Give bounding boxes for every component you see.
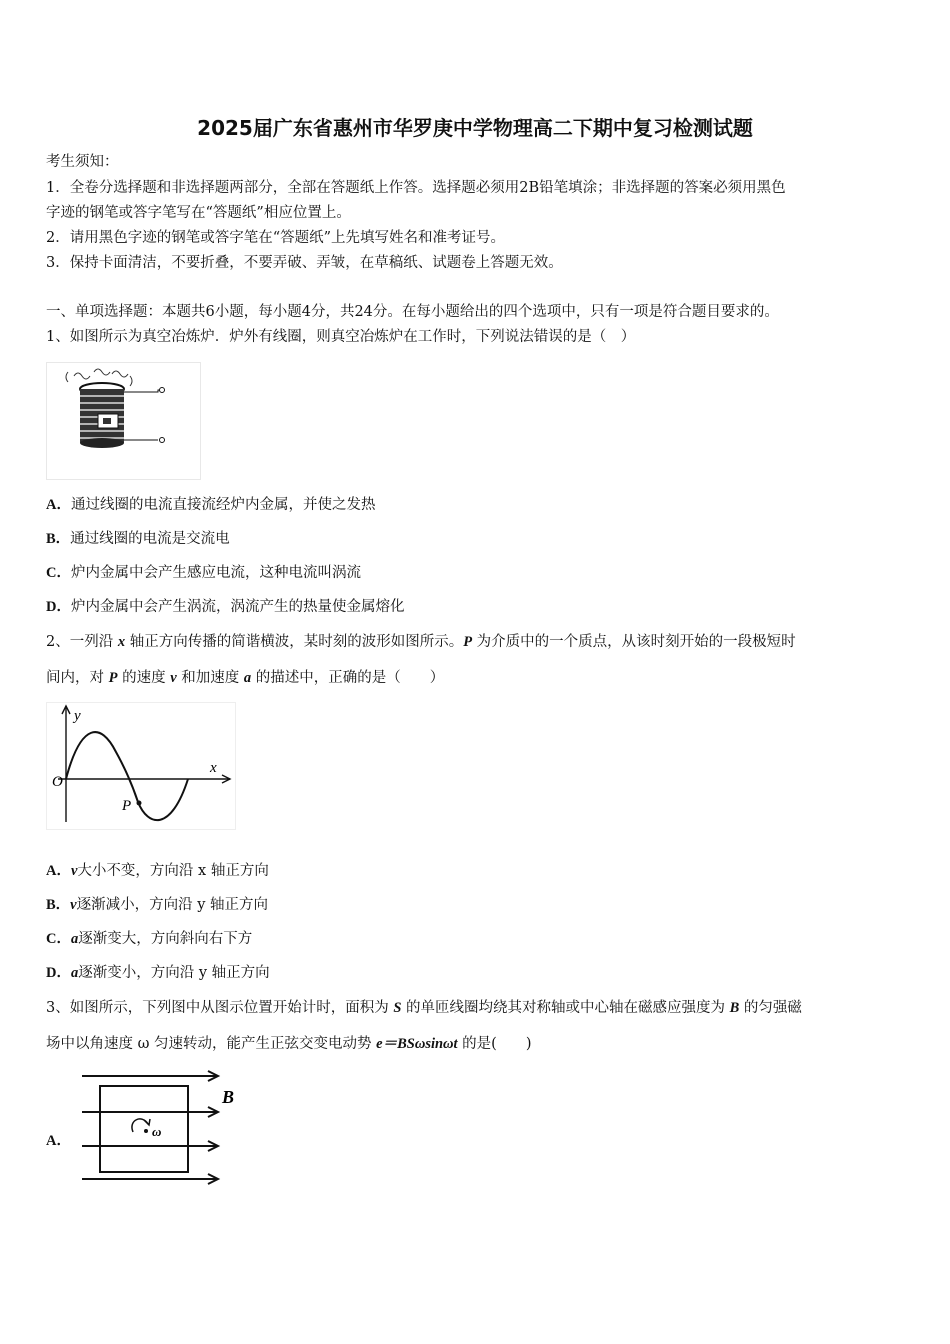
q1-option-c[interactable]	[46, 563, 916, 583]
rotating-coil-figure	[76, 1068, 246, 1194]
notice-item: 3．保持卡面清洁，不要折叠，不要弄破、弄皱，在草稿纸、试题卷上答题无效。	[46, 255, 563, 271]
option-label: C．	[46, 565, 71, 581]
q2-option-a[interactable]: A．v大小不变，方向沿 x 轴正方向	[46, 863, 269, 879]
option-label: A．	[46, 497, 71, 513]
option-text: 通过线圈的电流直接流经炉内金属，并使之发热	[70, 497, 376, 513]
notice-item: 2．请用黑色字迹的钢笔或答字笔在“答题纸”上先填写姓名和准考证号。	[46, 230, 506, 246]
q1-option-d[interactable]	[46, 597, 916, 617]
q1-option-b[interactable]	[46, 529, 916, 549]
wave-figure	[46, 702, 236, 830]
option-label: B．	[46, 531, 71, 547]
omega-label: ω	[152, 1124, 162, 1139]
q3-option-a[interactable]: A．	[46, 1133, 71, 1149]
section-heading: 一、单项选择题：本题共6小题，每小题4分，共24分。在每小题给出的四个选项中，只有一项是符合题目要求的。	[46, 304, 779, 320]
vacuum-furnace-figure	[46, 362, 201, 480]
question-3-stem-line-2: 场中以角速度 ω 匀速转动，能产生正弦交变电动势 e＝BSωsinωt 的是( )	[46, 1036, 532, 1052]
notice-item: 字迹的钢笔或答字笔写在“答题纸”相应位置上。	[46, 205, 351, 221]
question-3-stem-line-1: 3、如图所示，下列图中从图示位置开始计时，面积为 S 的单匝线圈均绕其对称轴或中心轴在磁感应强度为 B 的匀强磁	[46, 1000, 802, 1016]
origin-label: O	[52, 774, 63, 790]
x-axis-label: x	[210, 760, 217, 776]
question-2-stem-line-1: 2、一列沿 x 轴正方向传播的简谐横波，某时刻的波形如图所示。P 为介质中的一个质点，从该时刻开始的一段极短时	[46, 634, 796, 650]
page-title: 2025届广东省惠州市华罗庚中学物理高二下期中复习检测试题	[197, 116, 753, 140]
question-1-stem: 1、如图所示为真空冶炼炉．炉外有线圈，则真空冶炼炉在工作时，下列说法错误的是（ ）	[46, 329, 636, 345]
q2-option-c[interactable]: C．a逐渐变大，方向斜向右下方	[46, 931, 253, 947]
q2-option-b[interactable]: B．v逐渐减小，方向沿 y 轴正方向	[46, 897, 269, 913]
option-text: 通过线圈的电流是交流电	[70, 531, 230, 547]
notice-heading: 考生须知：	[46, 154, 119, 170]
option-text: 炉内金属中会产生涡流，涡流产生的热量使金属熔化	[70, 599, 405, 615]
y-axis-label: y	[74, 708, 81, 724]
field-label: B	[222, 1087, 235, 1107]
option-text: 炉内金属中会产生感应电流，这种电流叫涡流	[70, 565, 361, 581]
point-label: P	[122, 798, 132, 814]
notice-item: 1．全卷分选择题和非选择题两部分，全部在答题纸上作答。选择题必须用2B铅笔填涂；非选择题的答案必须用黑色	[46, 180, 786, 196]
q1-option-a[interactable]	[46, 495, 916, 515]
question-2-stem-line-2: 间内，对 P 的速度 v 和加速度 a 的描述中，正确的是（ ）	[46, 670, 445, 686]
option-label: D．	[46, 599, 71, 615]
q2-option-d[interactable]: D．a逐渐变小，方向沿 y 轴正方向	[46, 965, 270, 981]
